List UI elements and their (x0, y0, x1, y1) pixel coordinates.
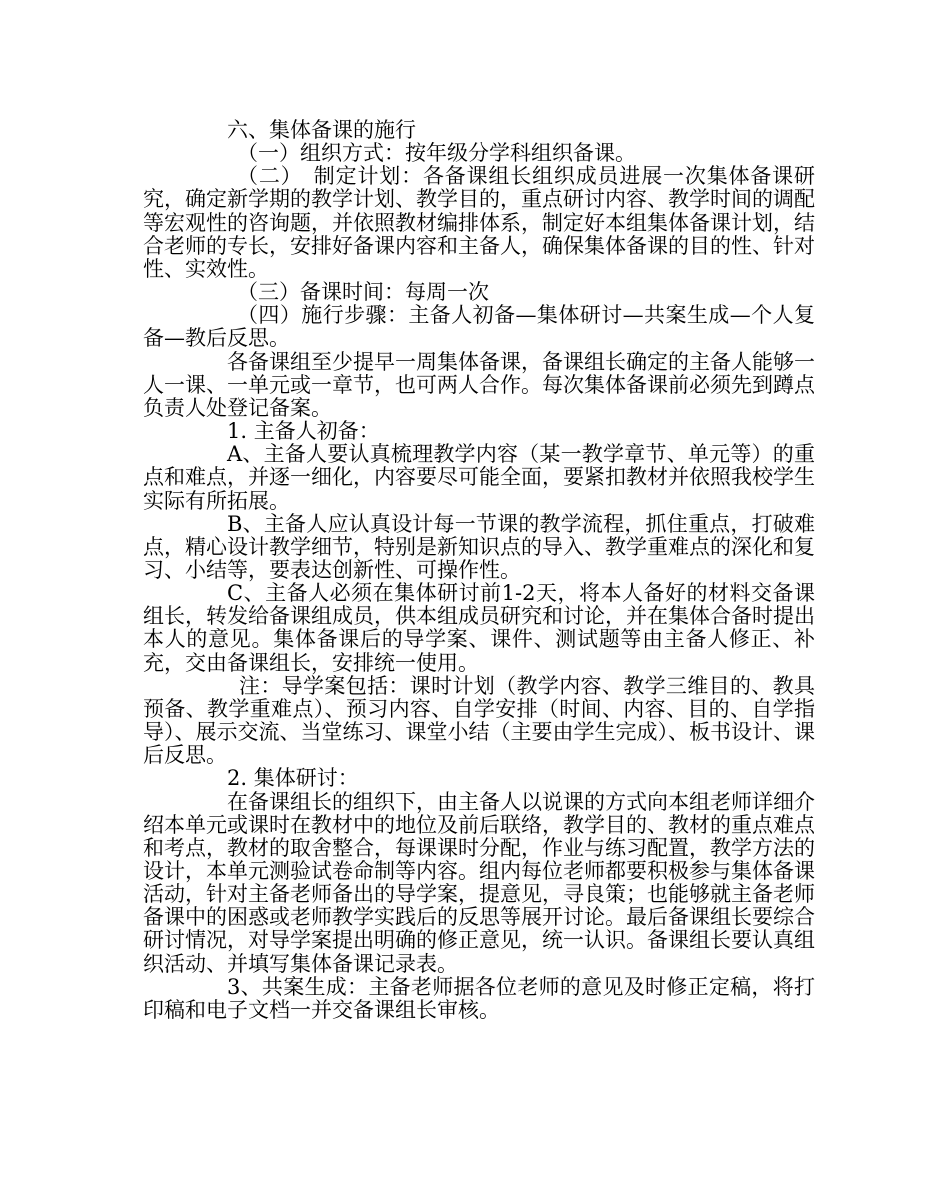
paragraph-plan: （二） 制定计划：各备课组长组织成员进展一次集体备课研究，确定新学期的教学计划、教学目的，重点研讨内容、教学时间的调配等宏观性的咨询题，并依照教材编排体系，制定好本组集体备课计划，结合老师的专长，安排好备课内容和主备人，确保集体备课的目的性、针对性、实效性。 (143, 164, 815, 281)
paragraph-item-c: C、主备人必须在集体研讨前1-2天，将本人备好的材料交备课组长，转发给备课组成员，供本组成员研究和讨论，并在集体合备时提出本人的意见。集体备课后的导学案、课件、测试题等由主备人修正、补充，交由备课组长，安排统一使用。 (143, 581, 815, 675)
paragraph-organization: （一）组织方式：按年级分学科组织备课。 (237, 141, 636, 166)
paragraph-item-b: B、主备人应认真设计每一节课的教学流程，抓住重点，打破难点，精心设计教学细节，特别是新知识点的导入、教学重难点的深化和复习、小结等，要表达创新性、可操作性。 (143, 511, 815, 582)
paragraph-note: 注：导学案包括：课时计划（教学内容、教学三维目的、教具预备、教学重难点）、预习内容、自学安排（时间、内容、目的、自学指导）、展示交流、当堂练习、课堂小结（主要由学生完成）、板书设计、课后反思。 (143, 673, 815, 768)
paragraph-advance: 各备课组至少提早一周集体备课，备课组长确定的主备人能够一人一课、一单元或一章节，也可两人合作。每次集体备课前必须先到蹲点负责人处登记备案。 (143, 349, 815, 420)
document-body (143, 119, 815, 1022)
paragraph-item-a: A、主备人要认真梳理教学内容（某一教学章节、单元等）的重点和难点，并逐一细化，内容要尽可能全面，要紧扣教材并依照我校学生实际有所拓展。 (143, 442, 815, 513)
section-heading: 六、集体备课的施行 (227, 118, 416, 142)
paragraph-time: （三）备课时间：每周一次 (237, 280, 489, 305)
paragraph-steps: （四）施行步骤：主备人初备—集体研讨—共案生成—个人复备—教后反思。 (143, 303, 815, 351)
paragraph-discussion: 在备课组长的组织下，由主备人以说课的方式向本组老师详细介绍本单元或课时在教材中的地位及前后联络，教学目的、教材的重点难点和考点，教材的取舍整合，每课课时分配，作业与练习配置，教学方法的设计，本单元测验试卷命制等内容。组内每位老师都要积极参与集体备课活动，针对主备老师备出的导学案，提意见，寻良策；也能够就主备老师备课中的困惑或老师教学实践后的反思等展开讨论。最后备课组长要综合研讨情况，对导学案提出明确的修正意见，统一认识。备课组长要认真组织活动、并填写集体备课记录表。 (143, 789, 815, 976)
subheading-initial-prep: 1. 主备人初备： (227, 419, 380, 444)
paragraph-shared-plan: 3、共案生成：主备老师据各位老师的意见及时修正定稿，将打印稿和电子文档一并交备课组长审核。 (143, 974, 815, 1022)
subheading-group-discussion: 2. 集体研讨： (227, 766, 359, 791)
